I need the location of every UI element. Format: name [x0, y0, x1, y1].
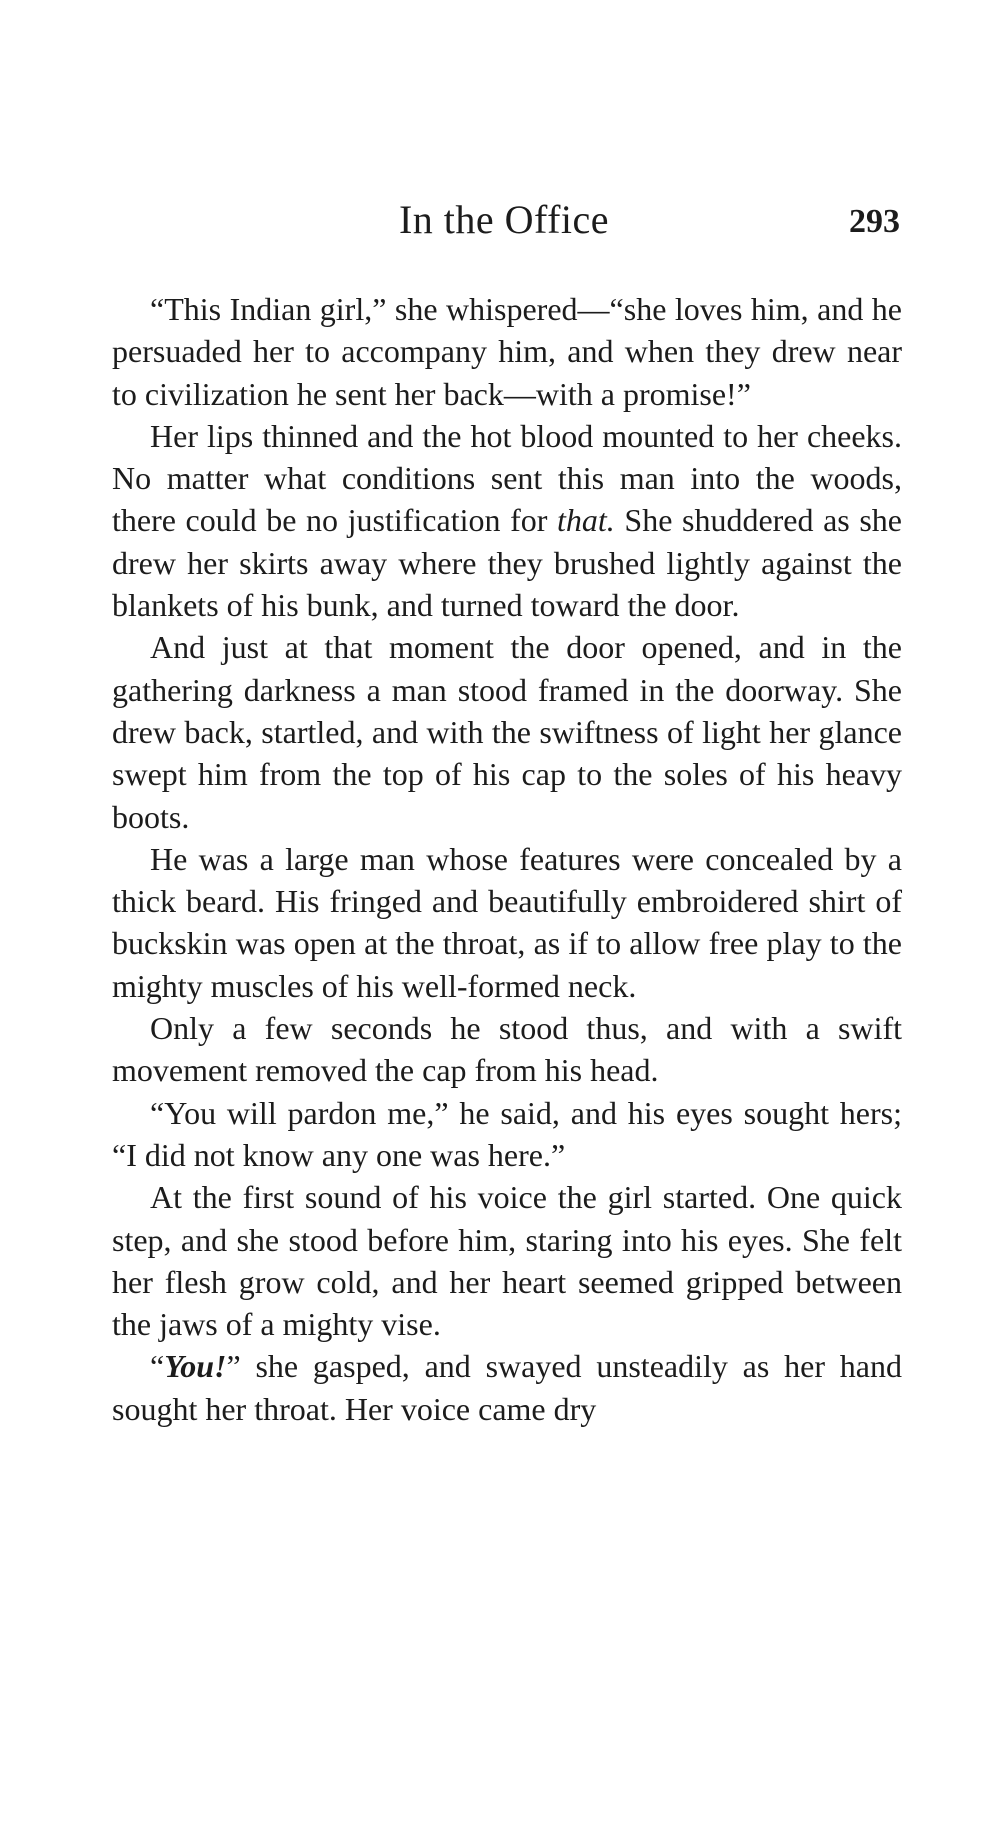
paragraph-text: She shuddered as she drew her skirts away where they brushed lightly against the blankets of his bunk, and turned toward the door.: [112, 502, 903, 624]
paragraph: “This Indian girl,” she whispered—“she loves him, and he persuaded her to accompany him, and when they drew near to civilization he sent her back—with a promise!”: [112, 291, 902, 412]
paragraph: “You will pardon me,” he said, and his eyes sought hers; “I did not know any one was here.”: [112, 1094, 902, 1173]
page-number: 293: [849, 203, 900, 240]
paragraph-text: Her lips thinned and the hot blood mounted to her cheeks. No matter what conditions sent this man into the woods, there could be no justification for: [112, 417, 902, 539]
paragraph: [112, 415, 902, 626]
italic-emphasis: You!: [164, 1348, 227, 1385]
paragraph: Only a few seconds he stood thus, and with a swift movement removed the cap from his head.: [112, 1010, 902, 1089]
page-header: [108, 195, 900, 255]
paragraph: At the first sound of his voice the girl started. One quick step, and she stood before him, staring into his eyes. She felt her flesh grow cold, and her heart seemed gripped between the jaws of a mighty vise.: [112, 1179, 902, 1343]
paragraph-text: ” she gasped, and swayed unsteadily as her hand sought her throat. Her voice came dry: [112, 1348, 902, 1427]
paragraph: He was a large man whose features were concealed by a thick beard. His fringed and beautifully embroidered shirt of buckskin was open at the throat, as if to allow free play to the mighty muscles of his well-formed neck.: [112, 840, 902, 1004]
italic-emphasis: that.: [557, 502, 615, 539]
paragraph-text: “: [150, 1348, 165, 1385]
paragraph: [112, 1345, 902, 1430]
paragraph: And just at that moment the door opened, and in the gathering darkness a man stood framed in the doorway. She drew back, startled, and with the swiftness of light her glance swept him from the top of his cap to the soles of his heavy boots.: [112, 629, 902, 835]
body-text: [112, 288, 902, 1430]
running-head: In the Office: [398, 197, 610, 242]
